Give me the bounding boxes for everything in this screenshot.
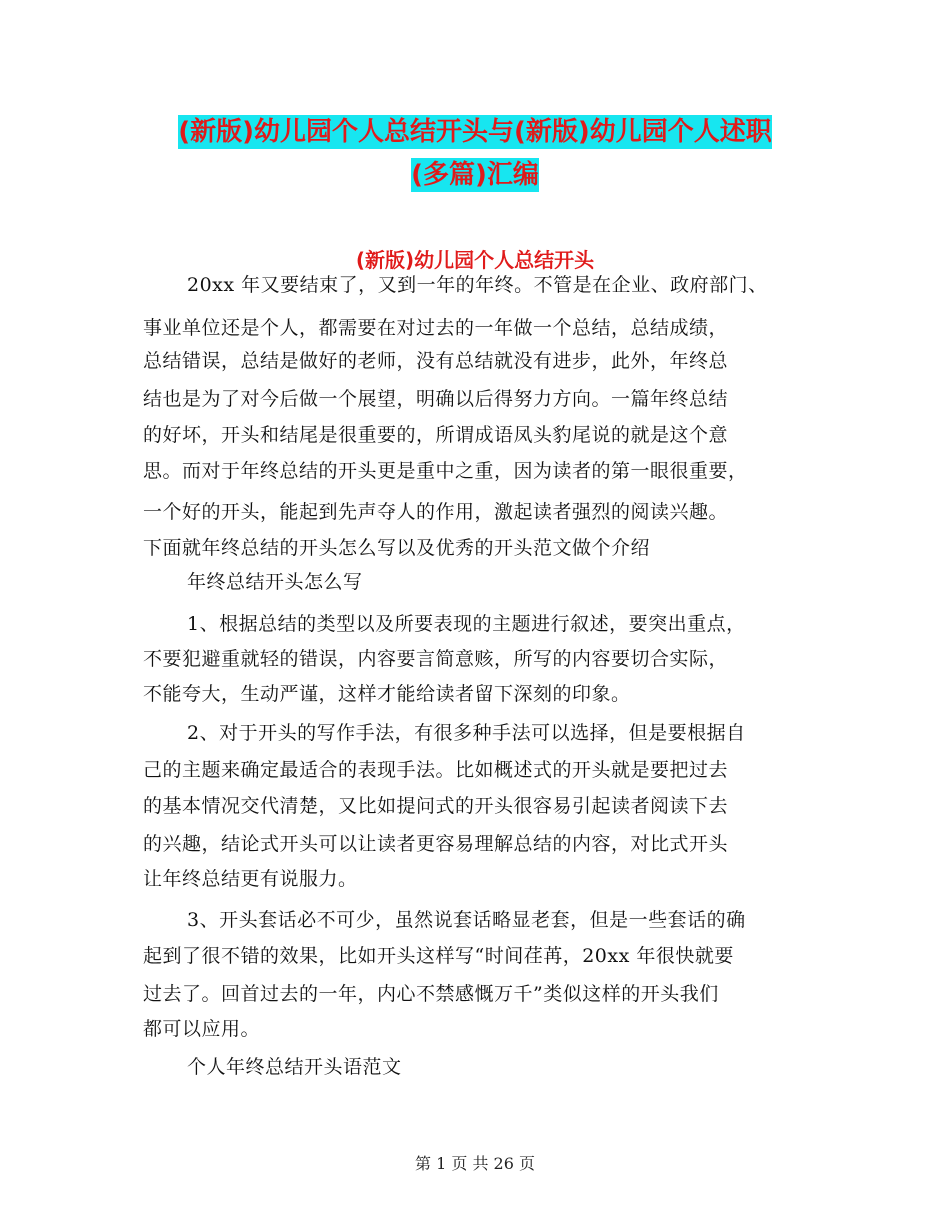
paragraph-line: 思。而对于年终总结的开头更是重中之重，因为读者的第一眼很重要， xyxy=(143,460,748,482)
paragraph-line: 都可以应用。 xyxy=(143,1018,261,1040)
paragraph-line: 过去了。回首过去的一年，内心不禁感慨万千”类似这样的开头我们 xyxy=(143,983,719,1005)
paragraph-line: 的基本情况交代清楚，又比如提问式的开头很容易引起读者阅读下去 xyxy=(143,795,729,817)
paragraph-line: 结也是为了对今后做一个展望，明确以后得努力方向。一篇年终总结 xyxy=(143,388,729,410)
paragraph-line: 让年终总结更有说服力。 xyxy=(143,868,358,890)
paragraph-line: 总结错误，总结是做好的老师，没有总结就没有进步，此外，年终总 xyxy=(143,350,729,372)
paragraph-line: 不要犯避重就轻的错误，内容要言简意赅，所写的内容要切合实际， xyxy=(143,648,729,670)
paragraph-line: 2、对于开头的写作手法，有很多种手法可以选择，但是要根据自 xyxy=(187,722,746,744)
paragraph-line: 下面就年终总结的开头怎么写以及优秀的开头范文做个介绍 xyxy=(143,537,651,559)
section-title: (新版)幼儿园个人总结开头 xyxy=(355,248,595,272)
paragraph-line: 3、开头套话必不可少，虽然说套话略显老套，但是一些套话的确 xyxy=(187,909,746,931)
paragraph-line: 1、根据总结的类型以及所要表现的主题进行叙述，要突出重点， xyxy=(187,613,746,635)
document-title-line-1 xyxy=(0,112,950,152)
paragraph-line: 己的主题来确定最适合的表现手法。比如概述式的开头就是要把过去 xyxy=(143,759,729,781)
subheading-line: 年终总结开头怎么写 xyxy=(187,571,363,593)
subheading-line: 个人年终总结开头语范文 xyxy=(187,1056,402,1078)
paragraph-line: 的好坏，开头和结尾是很重要的，所谓成语凤头豹尾说的就是这个意 xyxy=(143,424,729,446)
document-title-line-2 xyxy=(0,155,950,195)
page-footer: 第 1 页 共 26 页 xyxy=(415,1154,535,1173)
paragraph-line: 的兴趣，结论式开头可以让读者更容易理解总结的内容，对比式开头 xyxy=(143,833,729,855)
paragraph-line: 20xx 年又要结束了，又到一年的年终。不管是在企业、政府部门、 xyxy=(187,274,768,296)
document-title-text-1: (新版)幼儿园个人总结开头与(新版)幼儿园个人述职 xyxy=(178,117,772,147)
paragraph-line: 一个好的开头，能起到先声夺人的作用，激起读者强烈的阅读兴趣。 xyxy=(143,501,729,523)
paragraph-line: 事业单位还是个人，都需要在对过去的一年做一个总结，总结成绩， xyxy=(143,317,729,339)
paragraph-line: 起到了很不错的效果，比如开头这样写“时间荏苒，20xx 年很快就要 xyxy=(143,945,734,967)
document-title-text-2: (多篇)汇编 xyxy=(411,160,539,190)
paragraph-line: 不能夸大，生动严谨，这样才能给读者留下深刻的印象。 xyxy=(143,683,631,705)
